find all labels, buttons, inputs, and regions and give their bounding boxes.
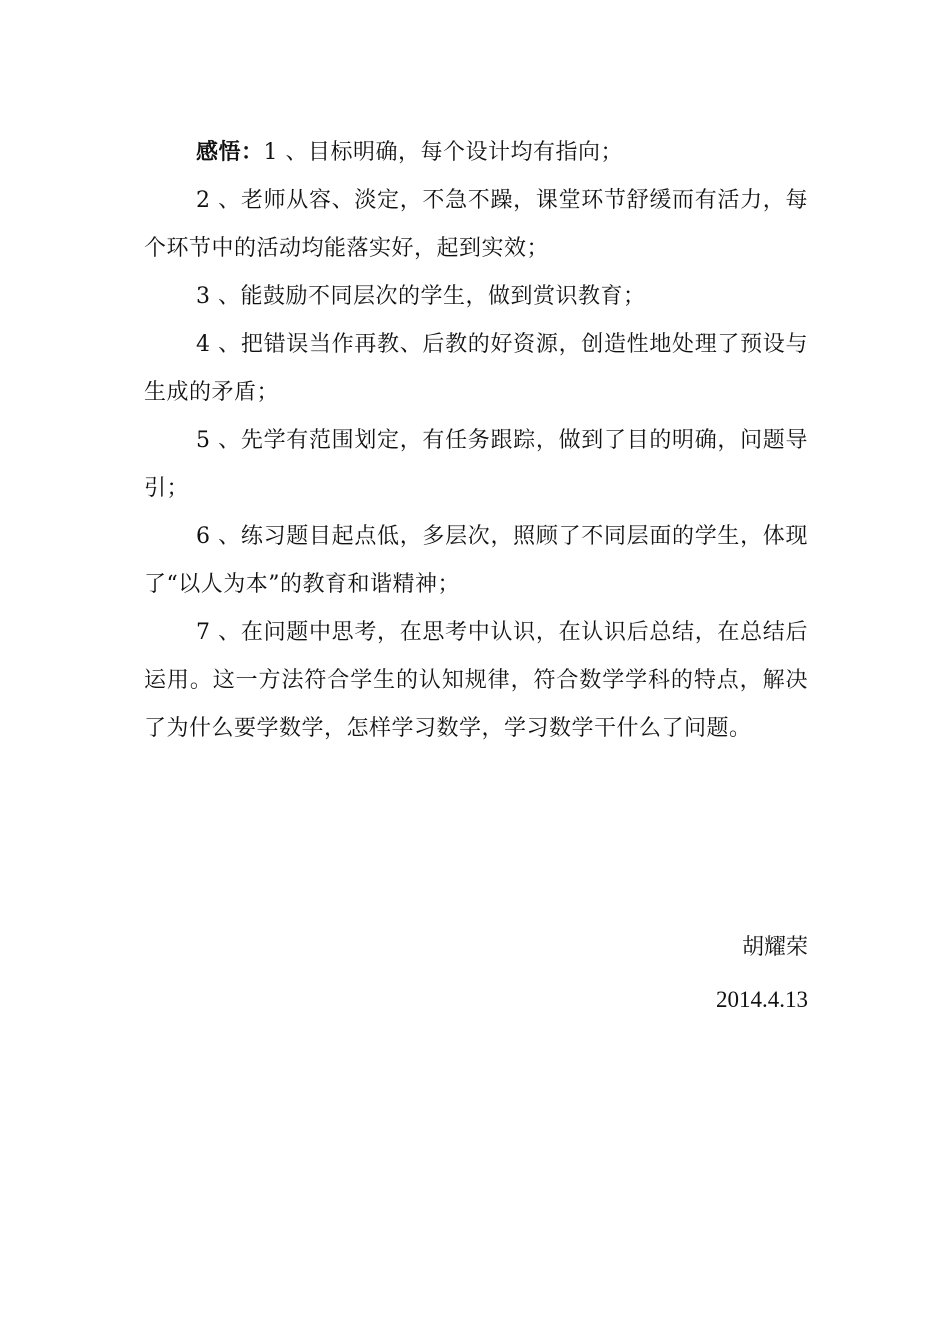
paragraph-4: 4 、把错误当作再教、后教的好资源，创造性地处理了预设与生成的矛盾； <box>144 332 808 405</box>
paragraph-5: 5 、先学有范围划定，有任务跟踪，做到了目的明确，问题导引； <box>144 428 808 501</box>
document-body <box>144 128 808 753</box>
paragraph-7: 7 、在问题中思考，在思考中认识，在认识后总结，在总结后运用。这一方法符合学生的认知规律，符合数学学科的特点，解决了为什么要学数学，怎样学习数学，学习数学干什么了问题。 <box>144 620 808 741</box>
signature-date: 2014.4.13 <box>716 987 808 1012</box>
paragraph-2: 2 、老师从容、淡定，不急不躁，课堂环节舒缓而有活力，每个环节中的活动均能落实好，起到实效； <box>144 188 808 261</box>
paragraph-1 <box>144 128 808 177</box>
paragraph-3: 3 、能鼓励不同层次的学生，做到赏识教育； <box>196 284 646 309</box>
paragraph-text: 1 、目标明确，每个设计均有指向； <box>263 140 624 165</box>
lead-label: 感悟： <box>196 139 264 165</box>
signature-author: 胡耀荣 <box>741 935 808 960</box>
paragraph-6: 6 、练习题目起点低，多层次，照顾了不同层面的学生，体现了“以人为本”的教育和谐精神； <box>144 524 808 597</box>
signature-block <box>716 922 808 1026</box>
